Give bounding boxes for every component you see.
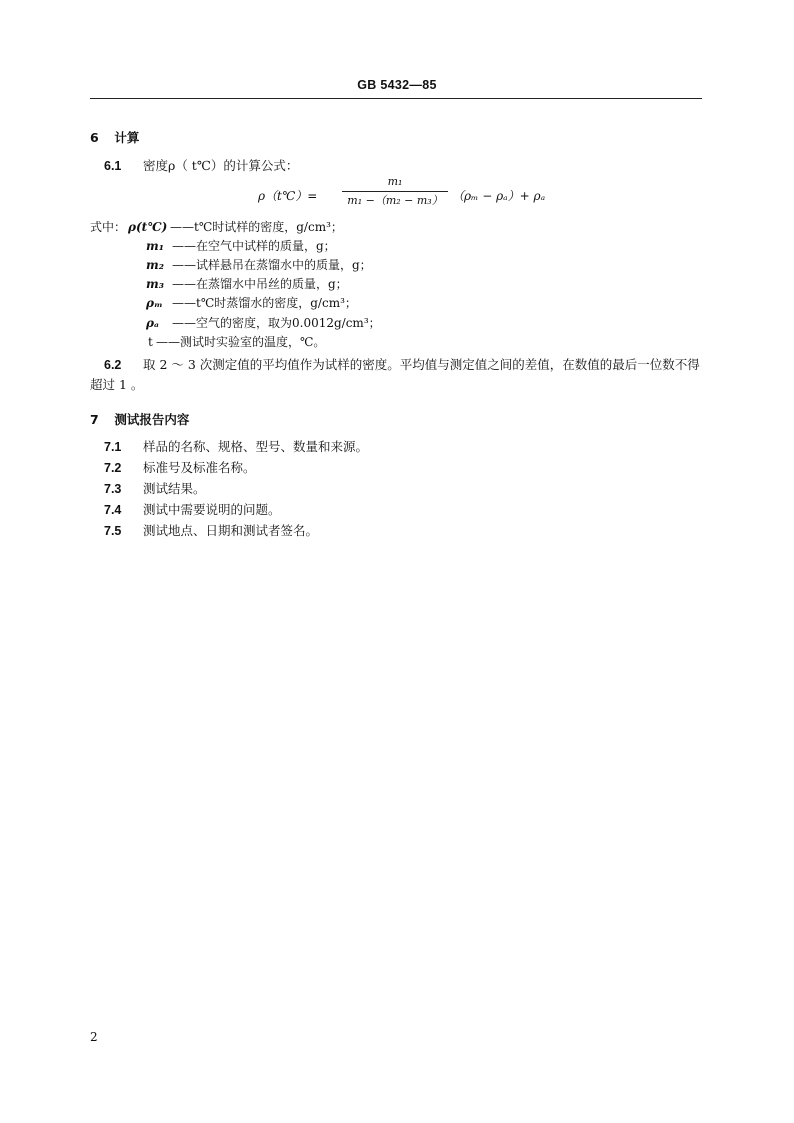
document-header: GB 5432—85: [357, 78, 437, 92]
formula-denominator: m₁ −（m₂ − m₃）: [347, 194, 443, 207]
clause-6-1-text: 密度ρ（ t℃）的计算公式：: [142, 158, 299, 173]
section-7-number: 7: [90, 412, 99, 427]
item-text: 测试地点、日期和测试者签名。: [142, 523, 318, 538]
section-6-number: 6: [90, 130, 99, 145]
definition-symbol: ρₐ: [146, 316, 159, 330]
clause-6-2-number: 6.2: [104, 358, 122, 372]
clause-6-1-number: 6.1: [104, 159, 122, 173]
section-6-title: 计算: [114, 130, 140, 145]
clause-6-1: [90, 156, 702, 176]
definition-symbol: m₃: [146, 277, 164, 291]
item-number: 7.1: [104, 440, 122, 454]
item-text: 标准号及标准名称。: [142, 460, 256, 475]
definition-symbol: t: [148, 335, 153, 349]
definition-text: ——空气的密度，取为0.0012g/cm³；: [172, 316, 381, 330]
clause-6-2-text: 取 2 ～ 3 次测定值的平均值作为试样的密度。平均值与测定值之间的差值，在数值的最后一位数不得超过 1 。: [90, 357, 700, 392]
formula-lhs: ρ（t℃）=: [258, 189, 318, 203]
item-number: 7.4: [104, 503, 122, 517]
item-number: 7.3: [104, 482, 122, 496]
definition-text: ——测试时实验室的温度，℃。: [156, 335, 326, 349]
definition-symbol: m₂: [146, 258, 164, 272]
list-item: [104, 521, 318, 539]
definition-text: ——试样悬吊在蒸馏水中的质量，g；: [172, 258, 372, 272]
definition-symbol: ρ(t℃): [128, 220, 168, 234]
list-item: [104, 500, 281, 518]
clause-6-2: [90, 355, 702, 395]
list-item: [104, 458, 256, 476]
item-text: 样品的名称、规格、型号、数量和来源。: [142, 439, 368, 454]
item-number: 7.5: [104, 524, 122, 538]
definition-text: ——t℃时蒸馏水的密度，g/cm³；: [172, 296, 357, 310]
definition-symbol: m₁: [146, 239, 164, 253]
header-rule: [90, 98, 702, 99]
item-text: 测试结果。: [142, 481, 206, 496]
formula-rhs: （ρₘ − ρₐ）+ ρₐ: [452, 189, 546, 203]
section-7-heading: [90, 410, 189, 428]
fraction-bar: [342, 191, 448, 192]
definition-text: ——在蒸馏水中吊丝的质量，g；: [172, 277, 348, 291]
list-item: [104, 437, 368, 455]
definition-text: ——t℃时试样的密度，g/cm³；: [170, 220, 343, 234]
where-label: 式中：: [90, 220, 127, 234]
formula-fraction: [342, 175, 448, 208]
density-formula: [258, 175, 558, 215]
definition-text: ——在空气中试样的质量，g；: [172, 239, 336, 253]
definition-symbol: ρₘ: [146, 296, 163, 310]
item-number: 7.2: [104, 461, 122, 475]
section-7-title: 测试报告内容: [114, 412, 190, 427]
page-number: 2: [90, 1030, 98, 1044]
formula-numerator: m₁: [387, 175, 403, 188]
list-item: [104, 479, 206, 497]
section-6-heading: [90, 128, 139, 146]
item-text: 测试中需要说明的问题。: [142, 502, 281, 517]
